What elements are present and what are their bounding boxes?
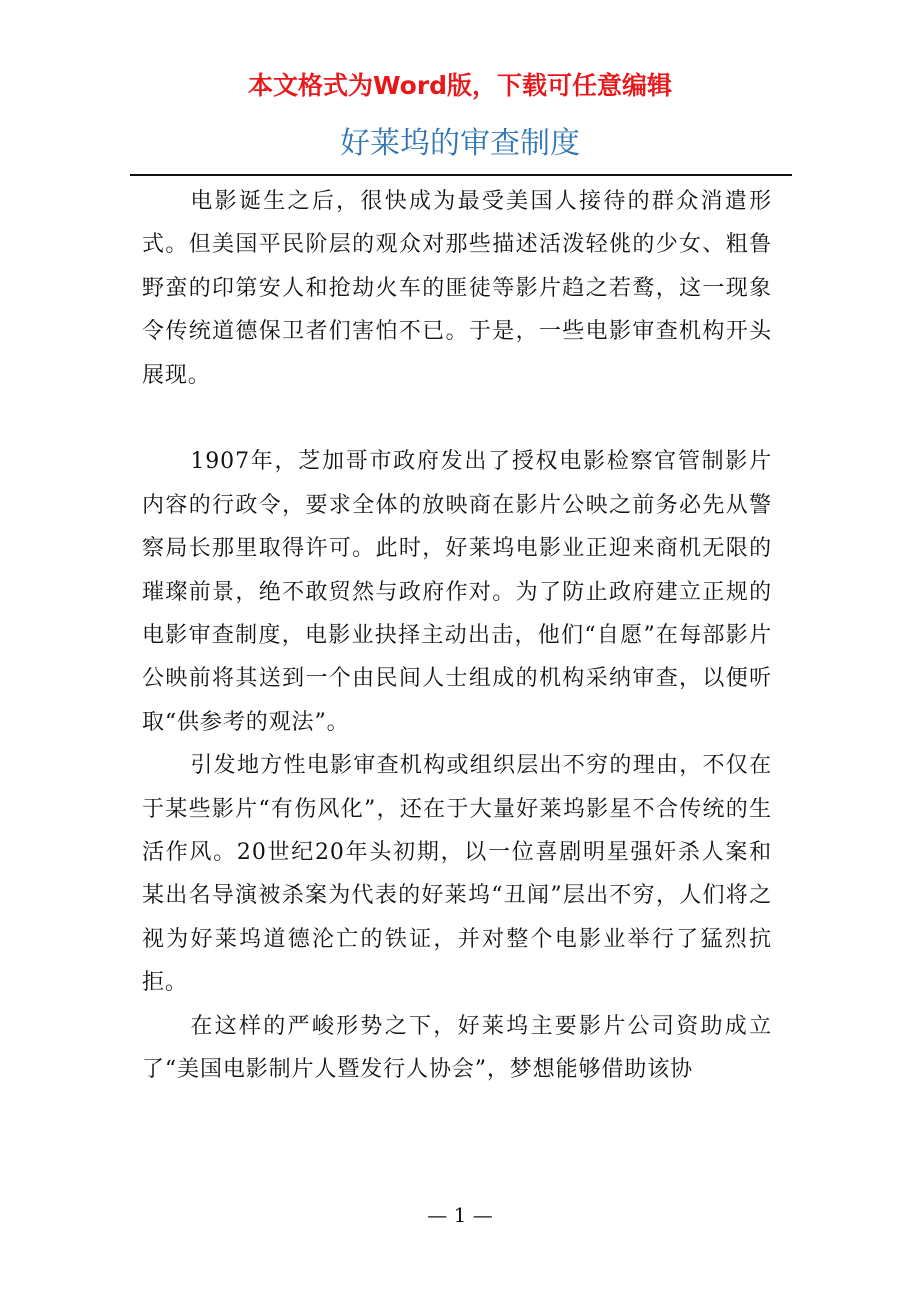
document-title: 好莱坞的审查制度 xyxy=(340,126,580,161)
paragraph: 引发地方性电影审查机构或组织层出不穷的理由，不仅在于某些影片“有伤风化”，还在于大量好莱坞影星不合传统的生活作风。20世纪20年头初期，以一位喜剧明星强奸杀人案和某出名导演被杀案为代表的好莱坞“丑闻”层出不穷，人们将之视为好莱坞道德沦亡的铁证，并对整个电影业举行了猛烈抗拒。 xyxy=(142,753,772,996)
page-number: — 1 — xyxy=(427,1203,493,1227)
paragraph: 1907年，芝加哥市政府发出了授权电影检察官管制影片内容的行政令，要求全体的放映商在影片公映之前务必先从警察局长那里取得许可。此时，好莱坞电影业正迎来商机无限的璀璨前景，绝不敢贸然与政府作对。为了防止政府建立正规的电影审查制度，电影业抉择主动出击，他们“自愿”在每部影片公映前将其送到一个由民间人士组成的机构采纳审查，以便听取“供参考的观法”。 xyxy=(142,449,772,735)
paragraph: 电影诞生之后，很快成为最受美国人接待的群众消遣形式。但美国平民阶层的观众对那些描述活泼轻佻的少女、粗鲁野蛮的印第安人和抢劫火车的匪徒等影片趋之若鹜，这一现象令传统道德保卫者们害怕不已。于是，一些电影审查机构开头展现。 xyxy=(142,189,772,388)
document-body xyxy=(142,180,772,1092)
title-underline xyxy=(130,174,792,176)
document-banner: 本文格式为Word版，下载可任意编辑 xyxy=(247,71,673,100)
paragraph: 在这样的严峻形势之下，好莱坞主要影片公司资助成立了“美国电影制片人暨发行人协会”，梦想能够借助该协 xyxy=(142,1013,772,1083)
